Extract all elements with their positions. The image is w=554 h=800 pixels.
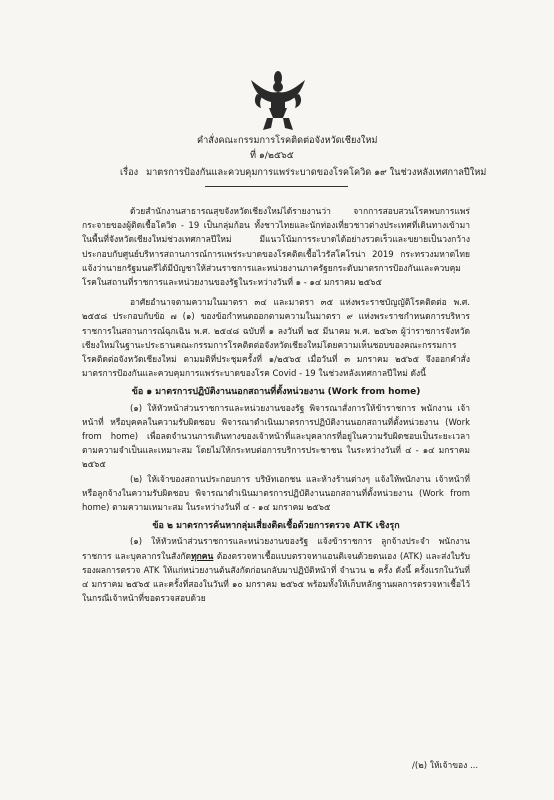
divider (205, 186, 348, 187)
paragraph-authority: อาศัยอำนาจตามความในมาตรา ๓๔ และมาตรา ๓๕ แห่งพระราชบัญญัติโรคติดต่อ พ.ศ. ๒๕๕๘ ประกอบกับข้อ ๗ (๑) ของข้อกำหนดออกตามความในมาตรา ๙ แห่งพระราชกำหนดการบริหารราชการในสถานการณ์ฉุกเฉิน พ.ศ. ๒๕๔๘ ฉบับที่ ๑ ลงวันที่ ๒๕ มีนาคม พ.ศ. ๒๕๖๓ ผู้ว่าราชการจังหวัดเชียงใหม่ในฐานะประธานคณะกรรมการโรคติดต่อจังหวัดเชียงใหม่โดยความเห็นชอบของคณะกรรมการโรคติดต่อจังหวัดเชียงใหม่ ตามมติที่ประชุมครั้งที่ ๑/๒๕๖๕ เมื่อวันที่ ๓ มกราคม ๒๕๖๕ จึงออกคำสั่งมาตรการป้องกันและควบคุมการแพร่ระบาดของโรค Covid - 19 ในช่วงหลังเทศกาลปีใหม่ ดังนี้ (82, 298, 470, 380)
section-2-item-1-start: (๑) ให้หัวหน้าส่วนราชการและหน่วยงานของรัฐ แจ้งข้าราชการ ลูกจ้างประจำ พนักงานราชการ และบุคลากรในสังกัด (82, 537, 470, 562)
garuda-emblem-icon (249, 70, 307, 132)
subject-line (120, 166, 486, 179)
paragraph-intro: ด้วยสำนักงานสาธารณสุขจังหวัดเชียงใหม่ได้รายงานว่า จากการสอบสวนโรคพบการแพร่กระจายของผู้ติดเชื้อโควิด - 19 เป็นกลุ่มก้อน ทั้งชาวไทยและนักท่องเที่ยวชาวต่างประเทศที่เดินทางเข้ามาในพื้นที่จังหวัดเชียงใหม่ช่วงเทศกาลปีใหม่ มีแนวโน้มการระบาดได้อย่างรวดเร็วและขยายเป็นวงกว้าง ประกอบกับศูนย์บริหารสถานการณ์การแพร่ระบาดของโรคติดเชื้อไวรัสโคโรน่า 2019 กระทรวงมหาดไทยแจ้งว่านายกรัฐมนตรีได้มีบัญชาให้ส่วนราชการและหน่วยงานภาครัฐยกระดับมาตรการป้องกันและควบคุมโรคในสถานที่ราชการและหน่วยงานของรัฐในระหว่างวันที่ ๑ - ๑๔ มกราคม ๒๕๖๕ (82, 207, 470, 289)
subject-label: เรื่อง (120, 167, 139, 178)
section-2-item-1 (82, 535, 470, 606)
order-number: ที่ ๑/๒๕๖๕ (250, 150, 294, 161)
document-title: คำสั่งคณะกรรมการโรคติดต่อจังหวัดเชียงใหม่ (197, 135, 378, 146)
section-2-title: ข้อ ๒ มาตรการค้นหากลุ่มเสี่ยงติดเชื้อด้วยการตรวจ ATK เชิงรุก (152, 521, 400, 532)
section-2-item-1-end: ต้องตรวจหาเชื้อแบบตรวจหาแอนติเจนด้วยตนเอง (ATK) และส่งใบรับรองผลการตรวจ ATK ให้แก่หน่วยงานต้นสังกัดก่อนกลับมาปฏิบัติหน้าที่ จำนวน ๒ ครั้ง ดังนี้ ครั้งแรกในวันที่ ๔ มกราคม ๒๕๖๕ และครั้งที่สองในวันที่ ๑๐ มกราคม ๒๕๖๕ พร้อมทั้งให้เก็บหลักฐานผลการตรวจหาเชื้อไว้ในกรณีเจ้าหน้าที่ขอตรวจสอบด้วย (82, 551, 470, 605)
emphasis-everyone: ทุกคน (191, 551, 214, 562)
subject-text: มาตรการป้องกันและควบคุมการแพร่ระบาดของโรคโควิด ๑๙ ในช่วงหลังเทศกาลปีใหม่ (146, 167, 487, 178)
section-1-title: ข้อ ๑ มาตรการปฏิบัติงานนอกสถานที่ตั้งหน่วยงาน (Work from home) (131, 387, 421, 398)
section-1-item-1: (๑) ให้หัวหน้าส่วนราชการและหน่วยงานของรัฐ พิจารณาสั่งการให้ข้าราชการ พนักงาน เจ้าหน้าที่ หรือบุคคลในความรับผิดชอบ พิจารณาดำเนินมาตรการปฏิบัติงานนอกสถานที่ตั้งหน่วยงาน (Work from home) เพื่อลดจำนวนการเดินทางของเจ้าหน้าที่และบุคลากรที่อยู่ในความรับผิดชอบเป็นระยะเวลาตามความจำเป็นและเหมาะสม โดยไม่ให้กระทบต่อการบริการประชาชน ในระหว่างวันที่ ๔ - ๑๔ มกราคม ๒๕๖๕ (82, 403, 470, 471)
continued-note: /(๒) ให้เจ้าของ ... (412, 761, 479, 771)
document-body (82, 205, 470, 606)
section-1-item-2: (๒) ให้เจ้าของสถานประกอบการ บริษัทเอกชน และห้างร้านต่างๆ แจ้งให้พนักงาน เจ้าหน้าที่ หรือลูกจ้างในความรับผิดชอบ พิจารณาดำเนินมาตรการปฏิบัติงานนอกสถานที่ตั้งหน่วยงาน (Work from home) ตามความเหมาะสม ในระหว่างวันที่ ๔ - ๑๔ มกราคม ๒๕๖๕ (82, 474, 470, 514)
